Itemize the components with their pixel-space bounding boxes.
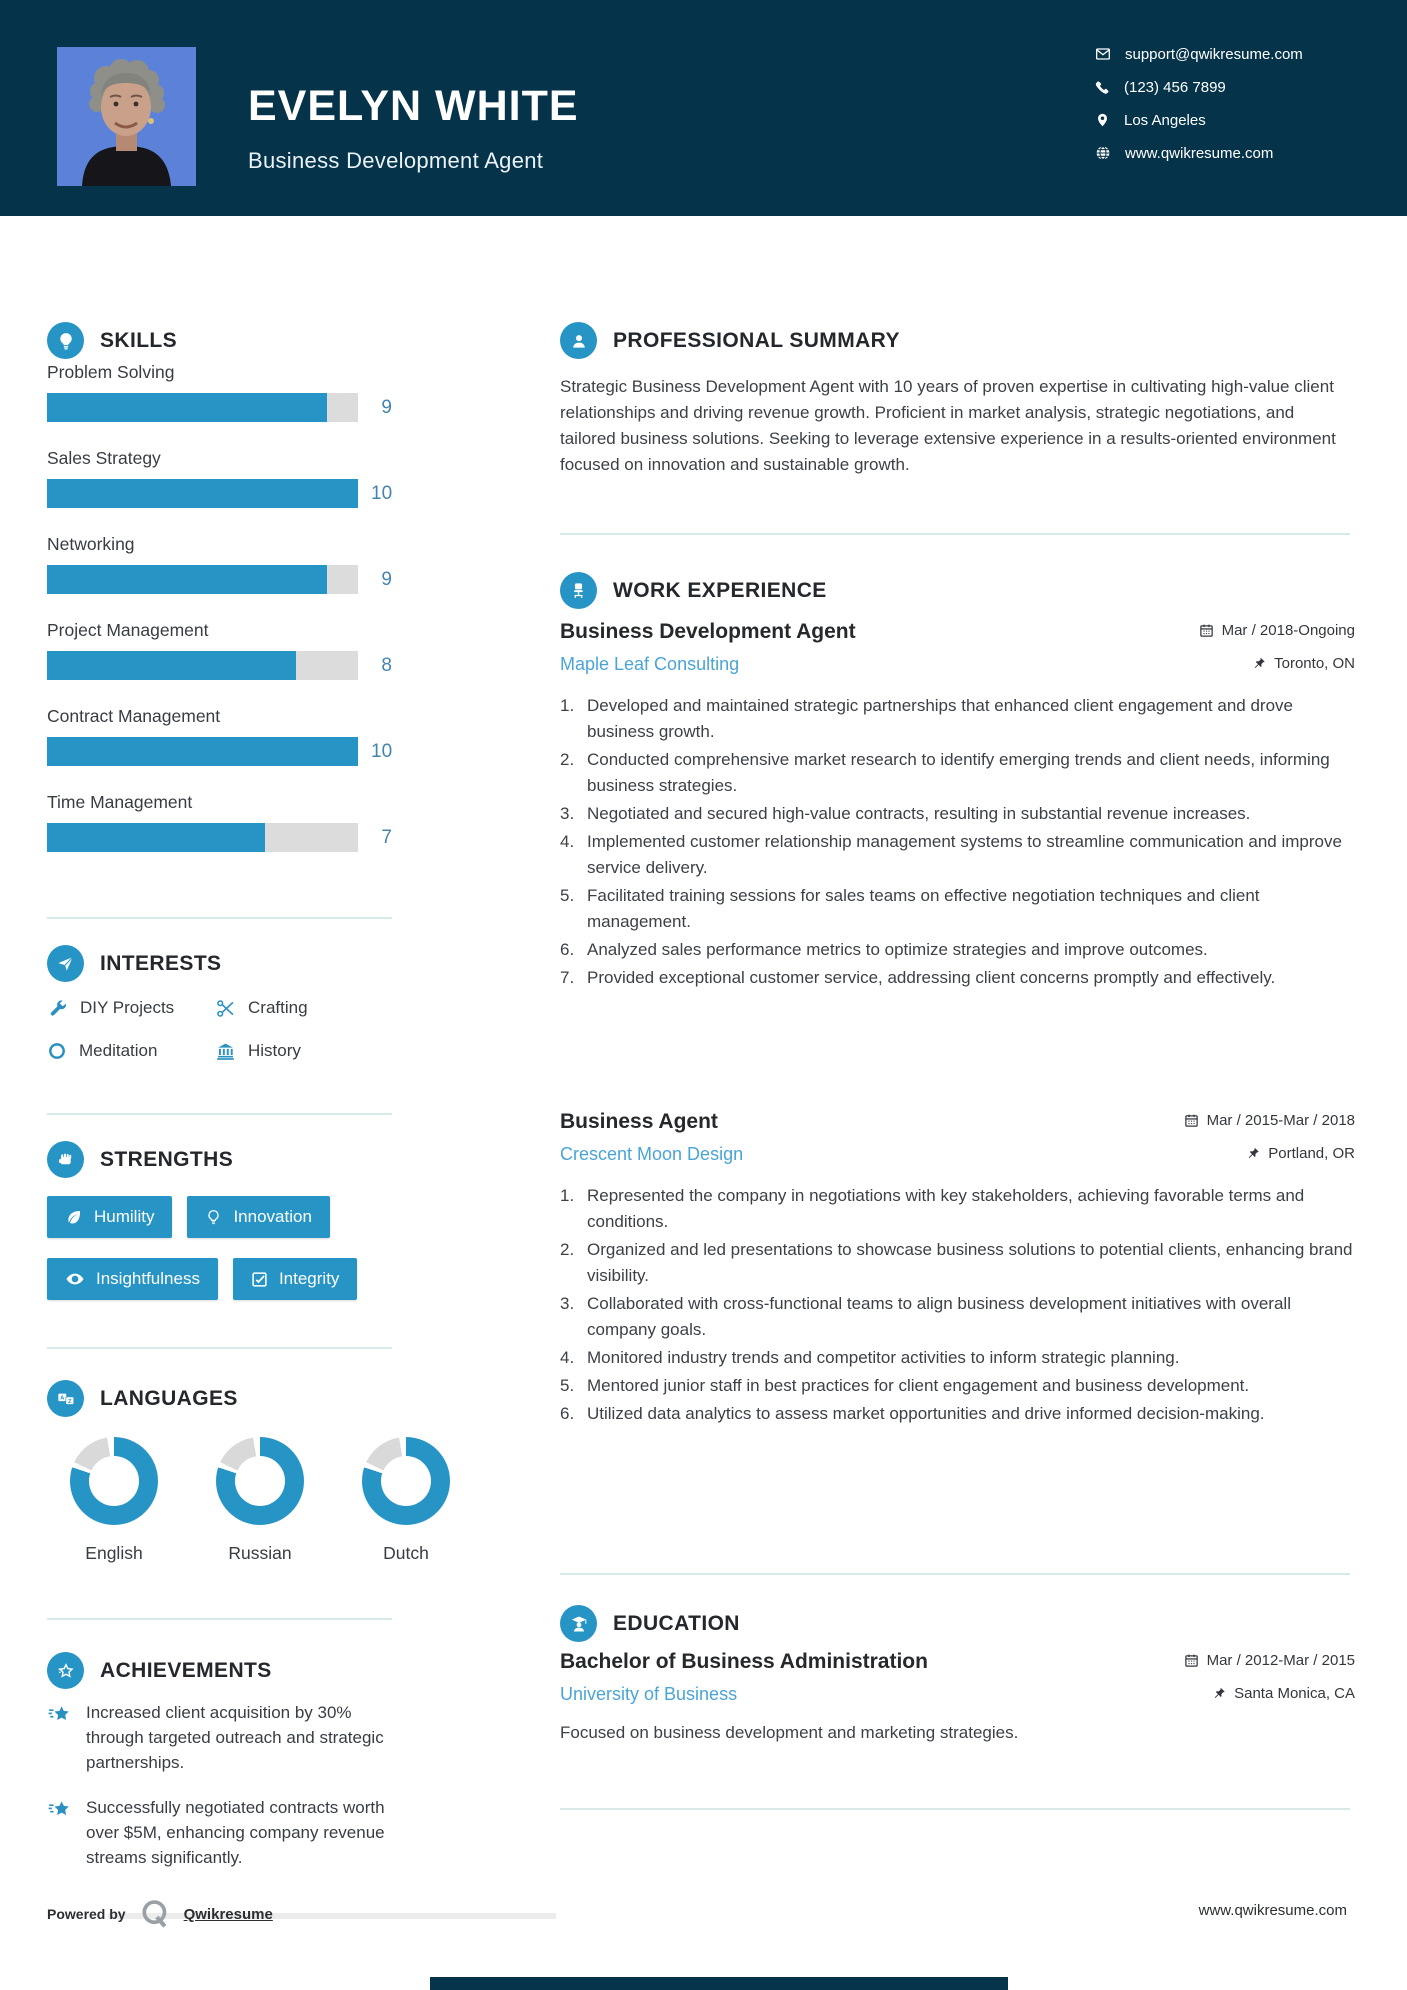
skill-value: 8 bbox=[381, 654, 392, 676]
footer-website[interactable]: www.qwikresume.com bbox=[1198, 1902, 1347, 1919]
interests-list bbox=[47, 995, 407, 1064]
job-bullet: Mentored junior staff in best practices for client engagement and business development. bbox=[587, 1376, 1250, 1395]
education-location-text: Santa Monica, CA bbox=[1234, 1684, 1355, 1702]
job-location bbox=[1253, 655, 1355, 672]
language-label: Dutch bbox=[383, 1543, 429, 1563]
job-location-text: Toronto, ON bbox=[1274, 654, 1355, 672]
job-date bbox=[1184, 1112, 1355, 1129]
achievement-item bbox=[47, 1700, 399, 1775]
paper-plane-icon bbox=[47, 945, 84, 982]
achievements-heading: ACHIEVEMENTS bbox=[100, 1658, 272, 1682]
contact-location bbox=[1095, 110, 1303, 130]
shooting-star-icon bbox=[47, 1797, 73, 1823]
qwikresume-logo bbox=[140, 1898, 170, 1930]
job-bullet: Monitored industry trends and competitor activities to inform strategic planning. bbox=[587, 1348, 1180, 1367]
job-bullet: Analyzed sales performance metrics to optimize strategies and improve outcomes. bbox=[587, 940, 1208, 959]
job-bullet: Conducted comprehensive market research to identify emerging trends and client needs, informing business strategies. bbox=[587, 750, 1330, 795]
strength-label: Humility bbox=[94, 1207, 155, 1226]
skill-bar bbox=[47, 737, 358, 766]
language-label: Russian bbox=[228, 1543, 292, 1563]
svg-text:Z: Z bbox=[67, 1398, 72, 1405]
achievement-item bbox=[47, 1795, 399, 1870]
bulb-icon bbox=[205, 1209, 222, 1226]
skill-label: Project Management bbox=[47, 620, 209, 640]
strength-tag bbox=[187, 1196, 329, 1238]
skills-section-header bbox=[47, 322, 177, 359]
museum-icon bbox=[215, 1041, 236, 1062]
contact-phone-text: (123) 456 7899 bbox=[1124, 78, 1226, 96]
pushpin-icon bbox=[1213, 1686, 1226, 1700]
education-date-text: Mar / 2012-Mar / 2015 bbox=[1206, 1652, 1355, 1669]
language-item bbox=[70, 1437, 158, 1564]
skill-bar bbox=[47, 479, 358, 508]
skills-heading: SKILLS bbox=[100, 328, 178, 352]
interests-heading: INTERESTS bbox=[100, 951, 222, 975]
job-location-text: Portland, OR bbox=[1268, 1144, 1355, 1162]
language-item bbox=[362, 1437, 450, 1564]
translate-icon bbox=[47, 1380, 84, 1417]
languages-list bbox=[70, 1437, 450, 1564]
interest-label: History bbox=[248, 1041, 301, 1060]
divider bbox=[47, 917, 392, 919]
achievement-text: Successfully negotiated contracts worth over $5M, enhancing company revenue streams significantly. bbox=[86, 1798, 385, 1867]
skill-item bbox=[47, 620, 392, 680]
eye-icon bbox=[65, 1269, 85, 1289]
page-bottom-bar bbox=[430, 1977, 1008, 1990]
job-bullet: Implemented customer relationship management systems to streamline communication and improve service delivery. bbox=[587, 832, 1342, 877]
divider bbox=[47, 1113, 392, 1115]
divider bbox=[47, 1347, 392, 1349]
person-title: Business Development Agent bbox=[248, 148, 544, 173]
education-date bbox=[1184, 1652, 1355, 1669]
job-bullet: Developed and maintained strategic partnerships that enhanced client engagement and drove business growth. bbox=[587, 696, 1293, 741]
strengths-list bbox=[47, 1196, 447, 1320]
office-chair-icon bbox=[560, 572, 597, 609]
job-entry bbox=[560, 620, 1355, 993]
contact-location-text: Los Angeles bbox=[1124, 111, 1206, 129]
interest-label: DIY Projects bbox=[80, 998, 175, 1017]
summary-text: Strategic Business Development Agent with 10 years of proven expertise in cultivating high-value client relationships and driving revenue growth. Proficient in market analysis, strategic negotiations, and tailored business solutions. Seeking to leverage extensive experience in a results-oriented environment focused on innovation and sustainable growth. bbox=[560, 377, 1336, 474]
skill-bar bbox=[47, 823, 358, 852]
skill-bar bbox=[47, 651, 358, 680]
education-description: Focused on business development and marketing strategies. bbox=[560, 1723, 1019, 1742]
strength-tag bbox=[47, 1258, 218, 1300]
lightbulb-icon bbox=[47, 322, 84, 359]
skill-label: Sales Strategy bbox=[47, 448, 161, 468]
job-date-text: Mar / 2018-Ongoing bbox=[1221, 622, 1355, 639]
scissors-icon bbox=[215, 998, 236, 1019]
languages-heading: LANGUAGES bbox=[100, 1386, 238, 1410]
job-bullet: Represented the company in negotiations with key stakeholders, achieving favorable terms and conditions. bbox=[587, 1186, 1305, 1231]
job-company-link[interactable]: Maple Leaf Consulting bbox=[560, 654, 740, 674]
summary-section-header bbox=[560, 322, 900, 359]
job-entry bbox=[560, 1110, 1355, 1429]
language-label: English bbox=[85, 1543, 143, 1563]
skill-bar bbox=[47, 393, 358, 422]
qwikresume-link[interactable]: Qwikresume bbox=[183, 1905, 273, 1923]
contact-website[interactable] bbox=[1095, 143, 1303, 163]
powered-by-label: Powered by bbox=[47, 1906, 126, 1922]
language-item bbox=[216, 1437, 304, 1564]
job-bullet: Organized and led presentations to showcase business solutions to potential clients, enhancing brand visibility. bbox=[587, 1240, 1353, 1285]
education-degree: Bachelor of Business Administration bbox=[560, 1650, 928, 1673]
strength-tag bbox=[233, 1258, 357, 1300]
interests-section-header bbox=[47, 945, 221, 982]
skill-label: Contract Management bbox=[47, 706, 221, 726]
strength-tag bbox=[47, 1196, 172, 1238]
experience-section-header bbox=[560, 572, 827, 609]
checkbox-icon bbox=[251, 1271, 268, 1288]
pushpin-icon bbox=[1247, 1146, 1260, 1160]
languages-section-header bbox=[47, 1380, 238, 1417]
skill-bar bbox=[47, 565, 358, 594]
skill-value: 10 bbox=[371, 482, 393, 504]
job-role: Business Development Agent bbox=[560, 620, 856, 643]
job-bullet: Provided exceptional customer service, addressing client concerns promptly and effectively. bbox=[587, 968, 1276, 987]
skill-value: 7 bbox=[381, 826, 392, 848]
language-donut-chart bbox=[70, 1437, 158, 1525]
contact-email[interactable] bbox=[1095, 44, 1303, 64]
interest-label: Crafting bbox=[248, 998, 308, 1017]
achievement-text: Increased client acquisition by 30% through targeted outreach and strategic partnerships. bbox=[86, 1703, 384, 1772]
globe-icon bbox=[1095, 145, 1111, 161]
leaf-icon bbox=[65, 1208, 83, 1226]
skill-label: Problem Solving bbox=[47, 362, 175, 382]
strength-label: Insightfulness bbox=[96, 1269, 200, 1288]
contact-website-text: www.qwikresume.com bbox=[1125, 144, 1274, 162]
svg-text:A: A bbox=[59, 1395, 64, 1401]
contact-phone[interactable] bbox=[1095, 77, 1303, 97]
skills-list bbox=[47, 362, 392, 878]
contact-block bbox=[1095, 44, 1303, 176]
divider bbox=[560, 533, 1350, 535]
interest-label: Meditation bbox=[79, 1041, 158, 1060]
skill-value: 9 bbox=[381, 568, 392, 590]
contact-email-text: support@qwikresume.com bbox=[1125, 45, 1303, 63]
interest-item bbox=[47, 1038, 215, 1064]
education-location bbox=[1213, 1685, 1355, 1702]
pushpin-icon bbox=[1253, 656, 1266, 670]
strengths-heading: STRENGTHS bbox=[100, 1147, 234, 1171]
interest-item bbox=[215, 995, 407, 1021]
location-icon bbox=[1095, 112, 1110, 128]
person-icon bbox=[560, 322, 597, 359]
job-date-text: Mar / 2015-Mar / 2018 bbox=[1206, 1112, 1355, 1129]
person-name: EVELYN WHITE bbox=[248, 82, 579, 130]
skill-item bbox=[47, 706, 392, 766]
job-bullet-list bbox=[560, 1183, 1355, 1427]
job-bullet: Facilitated training sessions for sales teams on effective negotiation techniques and client management. bbox=[587, 886, 1260, 931]
skill-value: 10 bbox=[371, 740, 393, 762]
skill-label: Networking bbox=[47, 534, 135, 554]
job-role: Business Agent bbox=[560, 1110, 718, 1133]
calendar-icon bbox=[1199, 623, 1214, 638]
skill-label: Time Management bbox=[47, 792, 193, 812]
job-date bbox=[1199, 622, 1355, 639]
divider bbox=[560, 1573, 1350, 1575]
education-school-link[interactable]: University of Business bbox=[560, 1684, 738, 1704]
divider bbox=[560, 1808, 1350, 1810]
job-bullet: Utilized data analytics to assess market opportunities and drive informed decision-making. bbox=[587, 1404, 1265, 1423]
profile-photo bbox=[57, 47, 196, 186]
calendar-icon bbox=[1184, 1113, 1199, 1128]
job-bullet-list bbox=[560, 693, 1355, 991]
email-icon bbox=[1095, 46, 1111, 62]
achievements-section-header bbox=[47, 1652, 272, 1689]
job-bullet: Collaborated with cross-functional teams to align business development initiatives with overall company goals. bbox=[587, 1294, 1291, 1339]
education-section-header bbox=[560, 1605, 740, 1642]
skill-item bbox=[47, 448, 392, 508]
phone-icon bbox=[1095, 80, 1110, 95]
divider bbox=[47, 1618, 392, 1620]
strengths-section-header bbox=[47, 1141, 233, 1178]
circle-icon bbox=[47, 1041, 67, 1061]
skill-item bbox=[47, 534, 392, 594]
shooting-star-icon bbox=[47, 1702, 73, 1728]
interest-item bbox=[47, 995, 215, 1021]
powered-by bbox=[47, 1898, 273, 1930]
job-location bbox=[1247, 1145, 1355, 1162]
wrench-icon bbox=[47, 998, 68, 1019]
language-donut-chart bbox=[362, 1437, 450, 1525]
skill-value: 9 bbox=[381, 396, 392, 418]
calendar-icon bbox=[1184, 1653, 1199, 1668]
education-heading: EDUCATION bbox=[613, 1611, 740, 1635]
education-entry bbox=[560, 1650, 1355, 1743]
strength-label: Integrity bbox=[278, 1269, 340, 1288]
skill-item bbox=[47, 362, 392, 422]
graduate-icon bbox=[560, 1605, 597, 1642]
achievements-list bbox=[47, 1700, 399, 1890]
experience-heading: WORK EXPERIENCE bbox=[613, 578, 827, 602]
fist-icon bbox=[47, 1141, 84, 1178]
header bbox=[0, 0, 1407, 216]
strength-label: Innovation bbox=[233, 1207, 312, 1226]
job-company-link[interactable]: Crescent Moon Design bbox=[560, 1144, 744, 1164]
interest-item bbox=[215, 1038, 407, 1064]
portrait-illustration bbox=[57, 47, 196, 186]
language-donut-chart bbox=[216, 1437, 304, 1525]
summary-heading: PROFESSIONAL SUMMARY bbox=[613, 328, 900, 352]
job-bullet: Negotiated and secured high-value contracts, resulting in substantial revenue increases. bbox=[587, 804, 1251, 823]
star-circle-icon bbox=[47, 1652, 84, 1689]
skill-item bbox=[47, 792, 392, 852]
